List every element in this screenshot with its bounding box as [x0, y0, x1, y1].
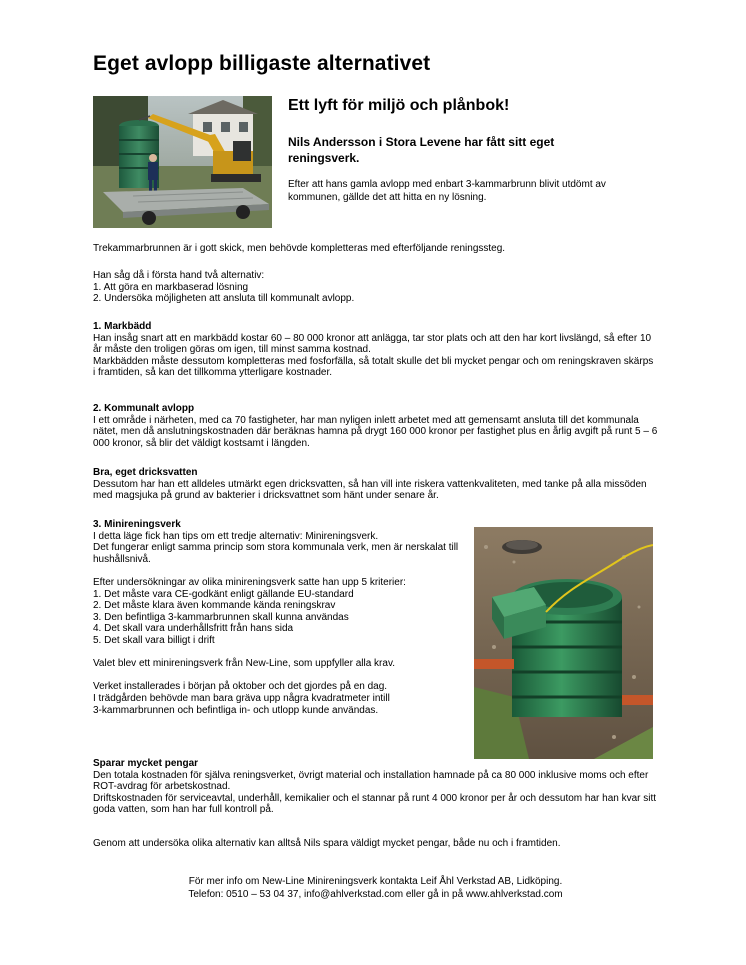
section-text-kommunalt: I ett område i närheten, med ca 70 fastigheter, har man nyligen inlett arbetet med att gemensamt ansluta till det kommunala nätet, men då anslutningskostnaden där beräknas hamna på drygt 160 000 kronor per fastighet plus en årlig avgift på runt 5 – 6 000 kronor, så blir det väldigt kostsamt i längden. [93, 414, 658, 449]
page-title: Eget avlopp billigaste alternativet [93, 52, 431, 75]
install-paragraph: Verket installerades i början på oktober och det gjordes på en dag. I trädgården behövde man bara gräva upp några kvadratmeter intill 3-kammarbrunnen och befintliga in- och utlopp kunde användas. [93, 681, 390, 716]
section-text-markbadd: Han insåg snart att en markbädd kostar 60 – 80 000 kronor att anlägga, tar stor plats och att den har kort livslängd, så efter 10 år måste den troligen göras om igen, till minst samma kostnad. Markbädden måste dessutom kompletteras med fosforfälla, så totalt skulle det bli mycket pengar och om reningskraven skärps i framtiden, så kan det tillkomma ytterligare kostnader. [93, 332, 654, 379]
criteria-item: 4. Det skall vara underhållsfritt från hans sida [93, 623, 294, 635]
footer-line-1: För mer info om New-Line Minireningsverk kontakta Leif Åhl Verkstad AB, Lidköping. [188, 876, 563, 887]
lead-paragraph: Nils Andersson i Stora Levene har fått sitt eget reningsverk. [288, 135, 555, 165]
section-heading-markbadd: 1. Markbädd [93, 321, 152, 332]
section-text-sparar: Den totala kostnaden för själva reningsverket, övrigt material och installation hamnade på ca 80 000 inklusive moms och efter ROT-avdrag för arbetskostnad. Driftskostnaden för serviceavtal, underhåll, kemikalier och el stannar på runt 4 000 kronor per år och dessutom har han kvar sitt goda vatten, som han har full kontroll på. [93, 769, 657, 816]
section-heading-sparar: Sparar mycket pengar [93, 758, 199, 769]
photo-installed-tank [474, 527, 653, 759]
section-heading-dricksvatten: Bra, eget dricksvatten [93, 467, 198, 478]
choice-paragraph: Valet blev ett minireningsverk från New-Line, som uppfyller alla krav. [93, 658, 395, 670]
section-heading-kommunalt: 2. Kommunalt avlopp [93, 403, 195, 414]
conclusion [93, 838, 658, 850]
paragraph-alternatives: Han såg då i första hand två alternativ: 1. Att göra en markbaserad lösning 2. Undersöka möjligheten att ansluta till kommunalt avlopp. [93, 270, 355, 305]
body-alternatives [93, 270, 658, 305]
criteria-item: 5. Det skall vara billigt i drift [93, 634, 215, 646]
criteria-intro: Efter undersökningar av olika minireningsverk satte han upp 5 kriterier: [93, 576, 406, 588]
section-kommunalt [93, 403, 658, 449]
conclusion-paragraph: Genom att undersöka olika alternativ kan alltså Nils spara väldigt mycket pengar, både nu och i framtiden. [93, 838, 561, 849]
intro-paragraph: Efter att hans gamla avlopp med enbart 3-kammarbrunn blivit utdömt av kommunen, gällde det att hitta en ny lösning. [288, 179, 606, 203]
criteria-item: 2. Det måste klara även kommande kända reningskrav [93, 600, 336, 612]
subtitle: Ett lyft för miljö och plånbok! [288, 97, 510, 114]
body-top [93, 243, 658, 255]
footer-line-2: Telefon: 0510 – 53 04 37, info@ahlverkstad.com eller gå in på www.ahlverkstad.com [188, 888, 563, 900]
section-text-dricksvatten: Dessutom har han ett alldeles utmärkt egen dricksvatten, så han vill inte riskera vattenkvaliteten, med tanke på alla missöden med magsjuka på grund av bakterier i dricksvattnet som hänt under senare år. [93, 478, 647, 502]
footer-contact [93, 876, 658, 901]
criteria-item: 3. Den befintliga 3-kammarbrunnen skall kunna användas [93, 611, 349, 623]
section-dricksvatten [93, 467, 658, 502]
photo-installed-tank-image [474, 527, 653, 759]
section-markbadd [93, 321, 658, 379]
photo-installation-lift-image [93, 96, 272, 228]
photo-installation-lift [93, 96, 272, 228]
section-sparar [93, 758, 658, 816]
section-text-minireningsverk: I detta läge fick han tips om ett tredje alternativ: Minireningsverk. Det fungerar enligt samma princip som stora kommunala verk, men är nerskalat till hushållsnivå. [93, 530, 459, 565]
section-heading-minireningsverk: 3. Minireningsverk [93, 519, 181, 530]
paragraph-condition: Trekammarbrunnen är i gott skick, men behövde kompletteras med efterföljande reningssteg. [93, 243, 506, 254]
criteria-item: 1. Det måste vara CE-godkänt enligt gällande EU-standard [93, 588, 354, 600]
section-minireningsverk [93, 519, 463, 716]
